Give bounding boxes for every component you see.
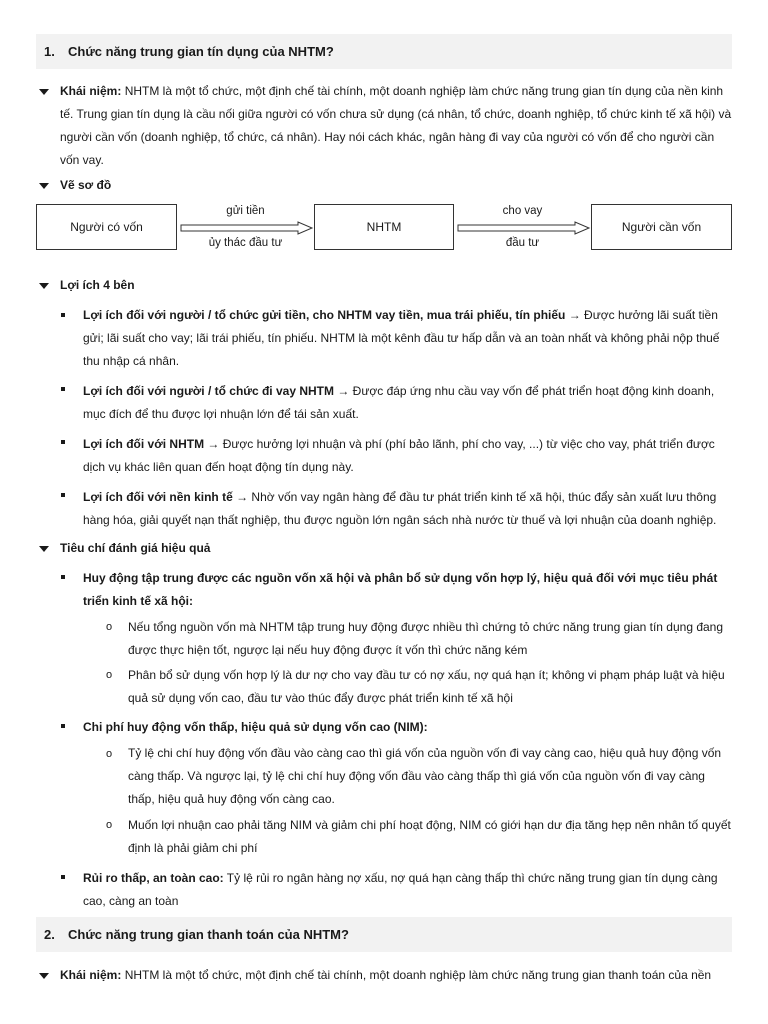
- s1-benefits-label-text: Lợi ích 4 bên: [60, 278, 135, 292]
- benefit-title: Lợi ích đối với người / tổ chức đi vay NHTM: [83, 384, 334, 398]
- diagram-arrow-2: [457, 221, 591, 235]
- s1-diagram-label-text: Vẽ sơ đồ: [60, 178, 112, 192]
- benefit-text: → Được đáp ứng nhu cầu vay vốn để phát triển hoạt động kinh doanh, mục đích để thu được lợi nhuận lớn để tái sản xuất.: [83, 384, 715, 421]
- triangle-down-icon[interactable]: [39, 183, 49, 189]
- criteria-title: Rủi ro thấp, an toàn cao:: [83, 871, 224, 885]
- arrow1-top-label: gửi tiền: [226, 205, 265, 217]
- arrow1-bottom-label: ủy thác đầu tư: [208, 237, 283, 249]
- square-bullet-icon: [61, 724, 65, 728]
- triangle-down-icon[interactable]: [39, 89, 49, 95]
- criteria-point: Phân bổ sử dụng vốn hợp lý là dư nợ cho vay đầu tư có nợ xấu, nợ quá hạn ít; không vi phạm pháp luật và hiệu quả sử dụng vốn cao, đầu tư vào thúc đẩy được phát triển kinh tế xã hội: [128, 668, 725, 705]
- criteria-item: [83, 567, 733, 613]
- section-1-title: Chức năng trung gian tín dụng của NHTM?: [68, 44, 334, 59]
- circle-bullet-icon: o: [106, 819, 113, 831]
- s2-concept: [60, 964, 732, 987]
- circle-bullet-icon: o: [106, 621, 113, 633]
- benefit-item: [83, 486, 733, 532]
- arrow2-top-label: cho vay: [502, 205, 543, 217]
- benefit-text: → Nhờ vốn vay ngân hàng để đầu tư phát triển kinh tế xã hội, thúc đẩy sản xuất lưu thông hàng hóa, giải quyết nạn thất nghiệp, thu được nguồn lớn ngân sách nhà nước từ thuế và lợi nhuận của doanh nghiệp.: [83, 490, 717, 527]
- criteria-item: [83, 716, 733, 739]
- square-bullet-icon: [61, 313, 65, 317]
- criteria-point: Nếu tổng nguồn vốn mà NHTM tập trung huy động được nhiều thì chứng tỏ chức năng trung gian tín dụng đang được thực hiện tốt, ngược lại nếu huy động được ít vốn thì chức năng kém: [128, 620, 724, 657]
- s1-criteria-label-text: Tiêu chí đánh giá hiệu quả: [60, 541, 211, 555]
- square-bullet-icon: [61, 440, 65, 444]
- square-bullet-icon: [61, 875, 65, 879]
- s2-concept-label: Khái niệm:: [60, 968, 122, 982]
- criteria-text: Tỷ lệ rủi ro ngân hàng nợ xấu, nợ quá hạn càng thấp thì chức năng trung gian tín dụng càng cao, càng an toàn: [83, 871, 718, 908]
- criteria-item: [83, 867, 733, 913]
- triangle-down-icon[interactable]: [39, 973, 49, 979]
- criteria-title: Chi phí huy động vốn thấp, hiệu quả sử dụng vốn cao (NIM):: [83, 720, 428, 734]
- benefit-title: Lợi ích đối với NHTM: [83, 437, 205, 451]
- benefit-title: Lợi ích đối với người / tổ chức gửi tiền, cho NHTM vay tiền, mua trái phiếu, tín phiếu: [83, 308, 566, 322]
- benefit-text: → Được hưởng lợi nhuận và phí (phí bảo lãnh, phí cho vay, ...) từ việc cho vay, phát triển được dịch vụ khác liên quan đến hoạt động tín dụng này.: [83, 437, 715, 474]
- triangle-down-icon[interactable]: [39, 546, 49, 552]
- diagram-box-lender: Người có vốn: [36, 204, 177, 250]
- criteria-title: Huy động tập trung được các nguồn vốn xã hội và phân bổ sử dụng vốn hợp lý, hiệu quả đối với mục tiêu phát triển kinh tế xã hội:: [83, 571, 718, 608]
- s1-concept: [60, 80, 732, 172]
- section-1-header: [36, 34, 732, 69]
- criteria-point: Muốn lợi nhuận cao phải tăng NIM và giảm chi phí hoạt động, NIM có giới hạn dư địa tăng hẹp nên nhân tố quyết định là phải giảm chi phí: [128, 818, 731, 855]
- section-2-number: 2.: [44, 927, 55, 942]
- s2-concept-text: NHTM là một tổ chức, một định chế tài chính, một doanh nghiệp làm chức năng trung gian thanh toán của nền: [124, 968, 712, 982]
- benefit-item: [83, 380, 733, 426]
- diagram-box-borrower: Người cần vốn: [591, 204, 732, 250]
- section-2-title: Chức năng trung gian thanh toán của NHTM?: [68, 927, 349, 942]
- circle-bullet-icon: o: [106, 669, 113, 681]
- circle-bullet-icon: o: [106, 748, 113, 760]
- criteria-point: Tỷ lệ chi chí huy động vốn đầu vào càng cao thì giá vốn của nguồn vốn đi vay càng cao, hiệu quả huy động vốn càng thấp. Và ngược lại, tỷ lệ chi chí huy động vốn đầu vào càng thấp thì giá vốn của nguồn vốn đi vay càng thấp, hiệu quả huy động vốn càng cao.: [128, 746, 722, 806]
- benefit-item: [83, 433, 733, 479]
- s1-concept-label: Khái niệm:: [60, 84, 122, 98]
- benefit-text: → Được hưởng lãi suất tiền gửi; lãi suất cho vay; lãi trái phiếu, tín phiếu. NHTM là một kênh đầu tư hấp dẫn và an toàn nhất và không phải nộp thuế thu nhập cá nhân.: [83, 308, 720, 368]
- diagram-arrow-1: [180, 221, 314, 235]
- square-bullet-icon: [61, 387, 65, 391]
- s1-concept-text: NHTM là một tổ chức, một định chế tài chính, một doanh nghiệp làm chức năng trung gian tín dụng của nền kinh tế. Trung gian tín dụng là cầu nối giữa người có vốn chưa sử dụng (cá nhân, tổ chức, doanh nghiệp, tổ chức kinh tế xã hội) và người cần vốn (doanh nghiệp, tổ chức, cá nhân). Hay nói cách khác, ngân hàng đi vay của người có vốn để cho người cần vốn vay.: [60, 84, 732, 167]
- benefit-title: Lợi ích đối với nền kinh tế: [83, 490, 233, 504]
- benefit-item: [83, 304, 733, 373]
- triangle-down-icon[interactable]: [39, 283, 49, 289]
- diagram-box-bank: NHTM: [314, 204, 454, 250]
- s1-benefits-label: [60, 274, 732, 297]
- s1-criteria-label: [60, 537, 732, 560]
- square-bullet-icon: [61, 493, 65, 497]
- arrow2-bottom-label: đầu tư: [505, 237, 540, 249]
- section-2-header: [36, 917, 732, 952]
- s1-diagram-label: [60, 174, 732, 197]
- section-1-number: 1.: [44, 44, 55, 59]
- square-bullet-icon: [61, 575, 65, 579]
